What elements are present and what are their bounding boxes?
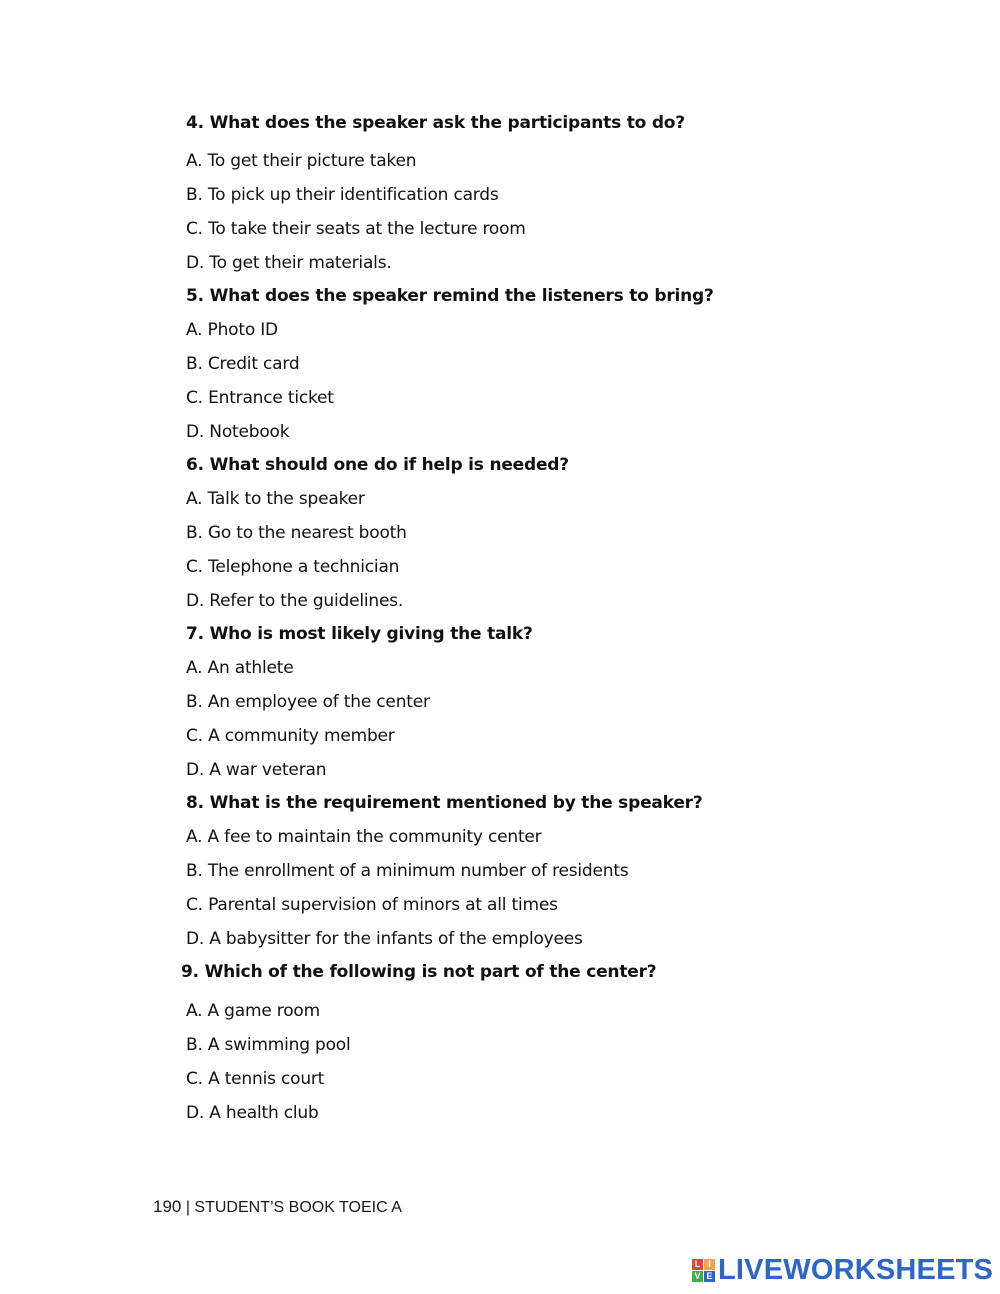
logo-letter-l: L bbox=[692, 1259, 703, 1270]
question-8: 8. What is the requirement mentioned by the speaker? bbox=[186, 793, 703, 813]
option-7b[interactable]: B. An employee of the center bbox=[186, 692, 430, 712]
option-9d[interactable]: D. A health club bbox=[186, 1103, 319, 1123]
logo-letter-i: I bbox=[704, 1259, 715, 1270]
question-5: 5. What does the speaker remind the listeners to bring? bbox=[186, 286, 714, 306]
question-7: 7. Who is most likely giving the talk? bbox=[186, 624, 533, 644]
page-footer bbox=[153, 1197, 402, 1218]
option-9a[interactable]: A. A game room bbox=[186, 1001, 320, 1021]
option-6c[interactable]: C. Telephone a technician bbox=[186, 557, 400, 577]
logo-letter-v: V bbox=[692, 1271, 703, 1282]
question-4: 4. What does the speaker ask the participants to do? bbox=[186, 113, 685, 133]
question-6: 6. What should one do if help is needed? bbox=[186, 455, 569, 475]
liveworksheets-logo[interactable] bbox=[692, 1254, 993, 1286]
book-title: STUDENT’S BOOK TOEIC A bbox=[194, 1199, 402, 1216]
option-6b[interactable]: B. Go to the nearest booth bbox=[186, 523, 407, 543]
option-4a[interactable]: A. To get their picture taken bbox=[186, 151, 417, 171]
option-6d[interactable]: D. Refer to the guidelines. bbox=[186, 591, 404, 611]
brand-wordmark: LIVEWORKSHEETS bbox=[718, 1254, 994, 1286]
footer-separator: | bbox=[181, 1199, 195, 1216]
option-5d[interactable]: D. Notebook bbox=[186, 422, 290, 442]
page-number: 190 bbox=[153, 1197, 182, 1216]
option-4b[interactable]: B. To pick up their identification cards bbox=[186, 185, 499, 205]
option-8d[interactable]: D. A babysitter for the infants of the employees bbox=[186, 929, 583, 949]
option-4d[interactable]: D. To get their materials. bbox=[186, 253, 392, 273]
option-8c[interactable]: C. Parental supervision of minors at all times bbox=[186, 895, 558, 915]
question-9: 9. Which of the following is not part of the center? bbox=[181, 962, 657, 982]
option-5a[interactable]: A. Photo ID bbox=[186, 320, 278, 340]
option-8b[interactable]: B. The enrollment of a minimum number of residents bbox=[186, 861, 629, 881]
option-8a[interactable]: A. A fee to maintain the community center bbox=[186, 827, 542, 847]
option-7c[interactable]: C. A community member bbox=[186, 726, 395, 746]
option-5b[interactable]: B. Credit card bbox=[186, 354, 300, 374]
option-7d[interactable]: D. A war veteran bbox=[186, 760, 327, 780]
option-6a[interactable]: A. Talk to the speaker bbox=[186, 489, 365, 509]
option-9c[interactable]: C. A tennis court bbox=[186, 1069, 325, 1089]
option-5c[interactable]: C. Entrance ticket bbox=[186, 388, 334, 408]
option-4c[interactable]: C. To take their seats at the lecture room bbox=[186, 219, 526, 239]
live-logo-icon bbox=[692, 1259, 715, 1282]
option-7a[interactable]: A. An athlete bbox=[186, 658, 294, 678]
logo-letter-e: E bbox=[704, 1271, 715, 1282]
option-9b[interactable]: B. A swimming pool bbox=[186, 1035, 351, 1055]
